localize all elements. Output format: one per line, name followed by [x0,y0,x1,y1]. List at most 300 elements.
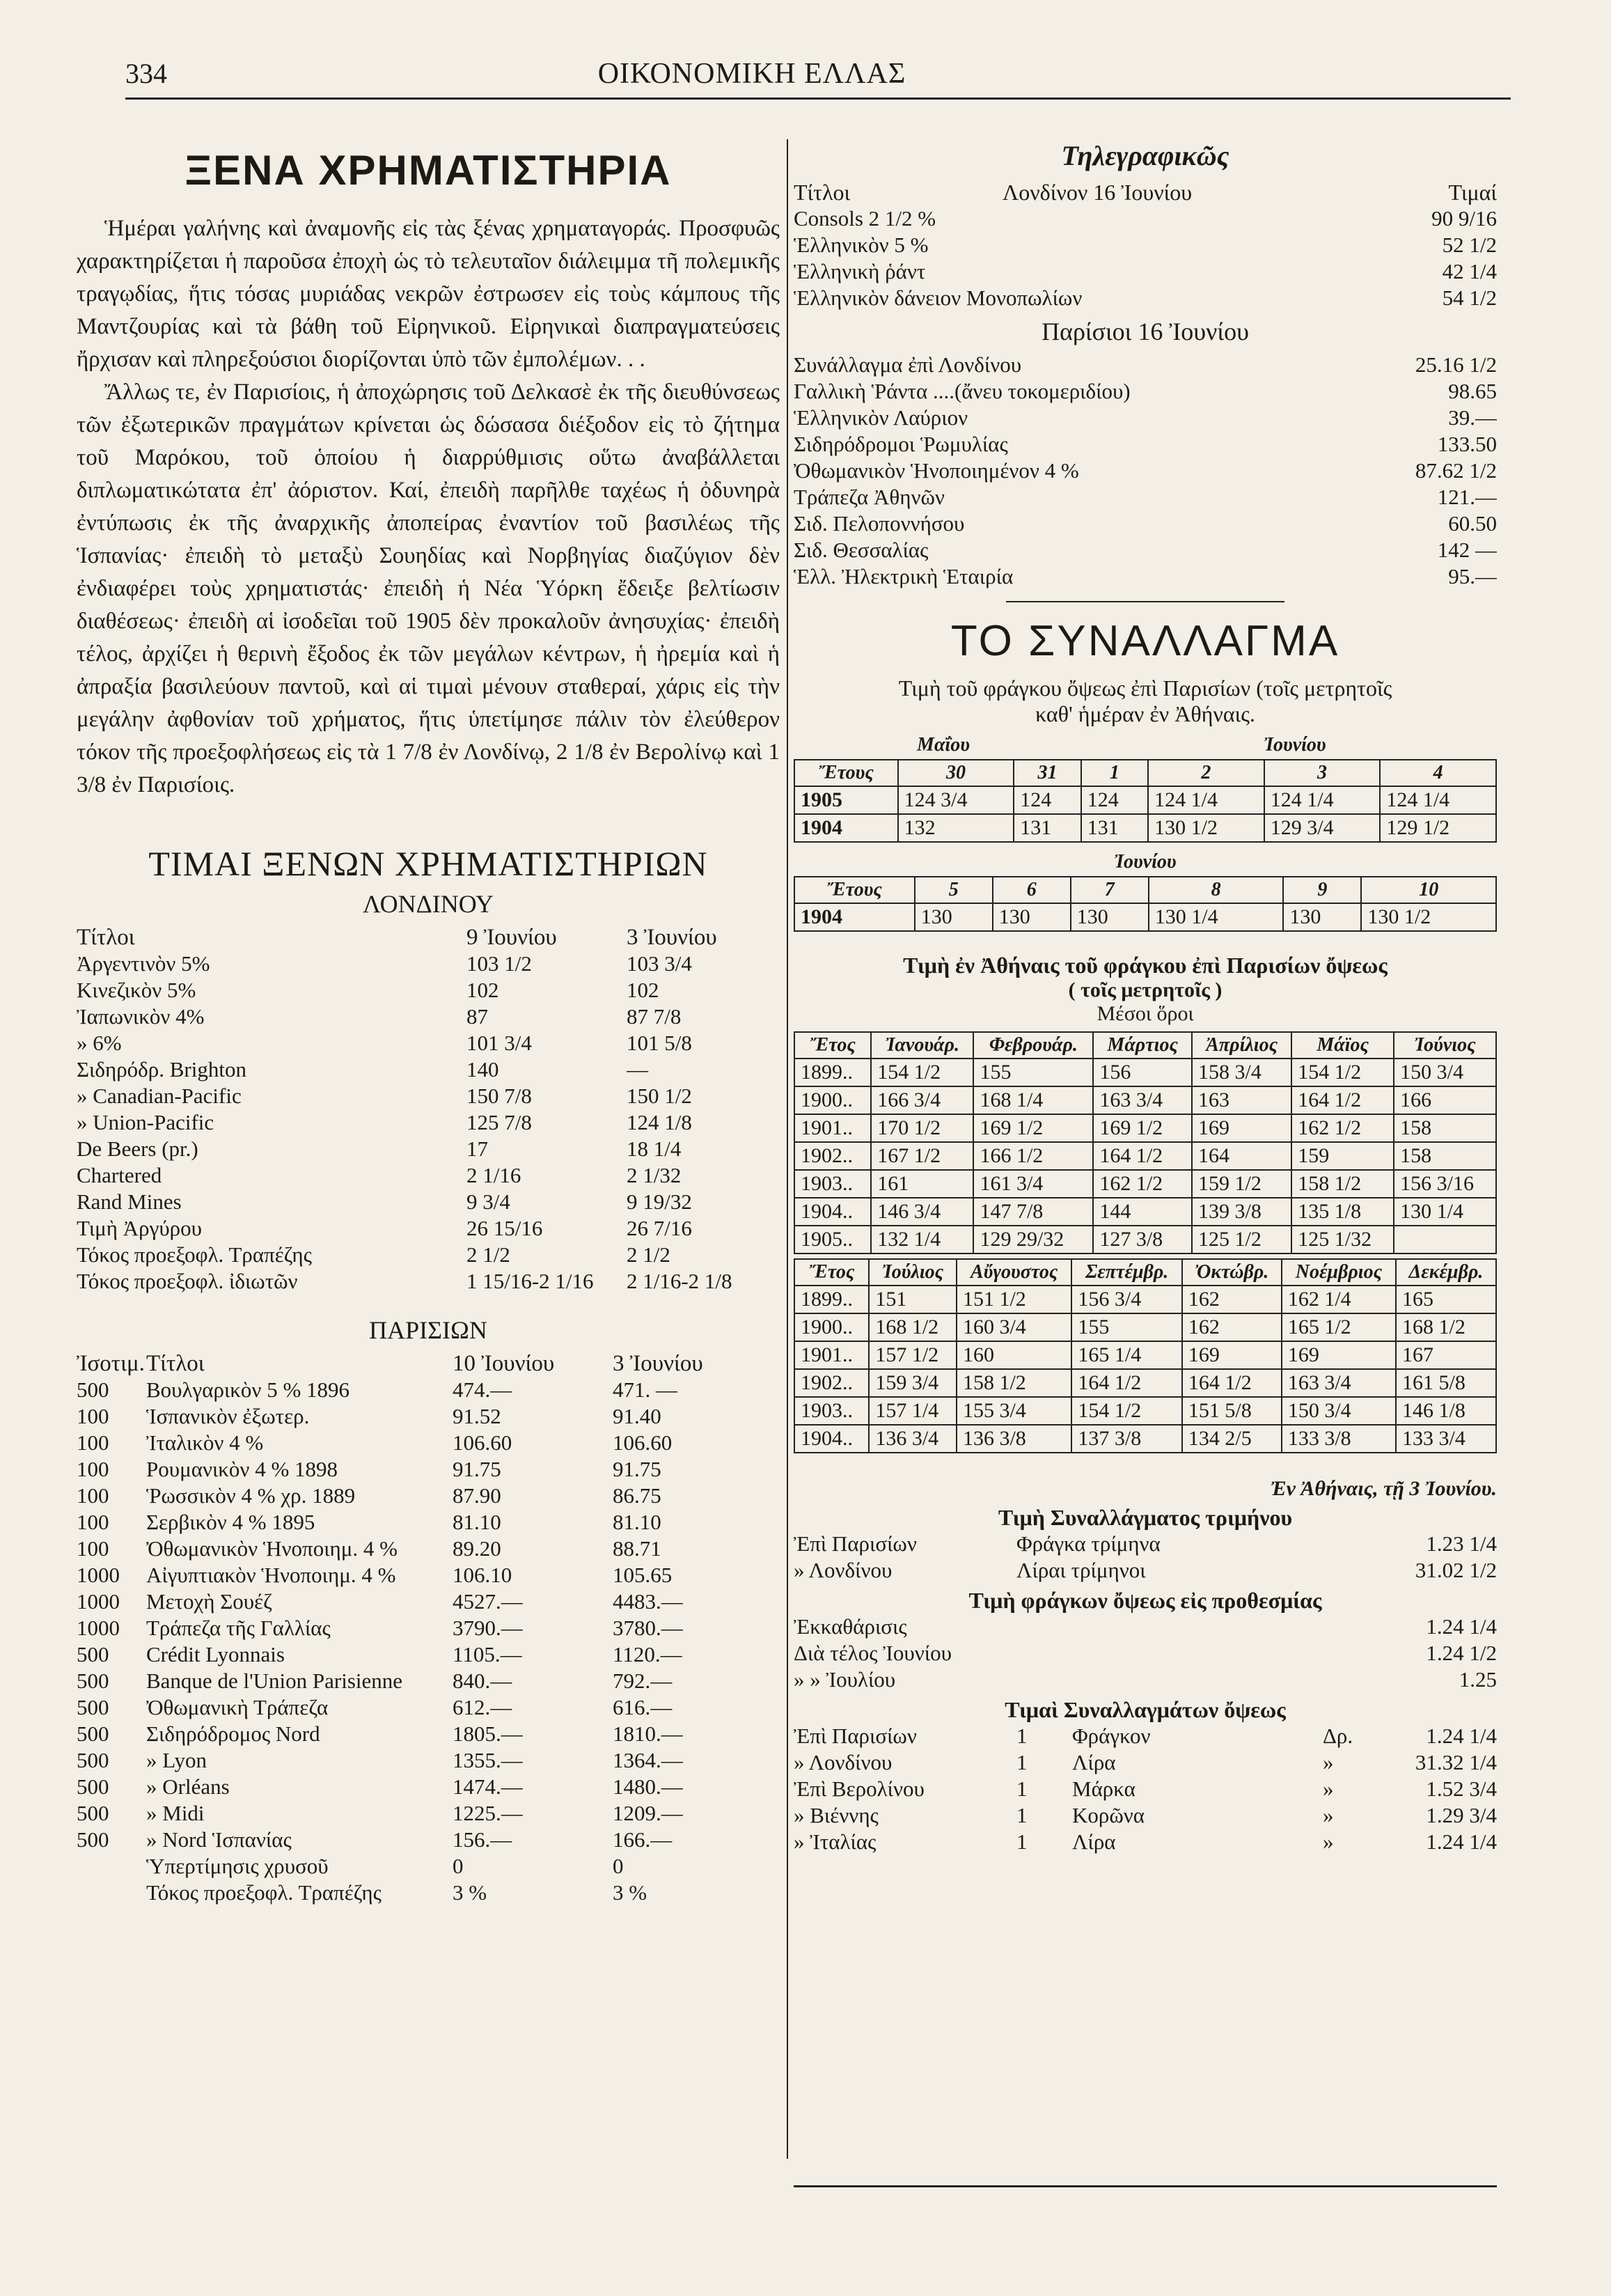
price-3-june: 3780.— [613,1616,683,1640]
year-cell: 1902.. [794,1142,871,1170]
rate-cell: 156 3/4 [1071,1286,1182,1313]
stock-name: Ἑλληνικὴ ῥάντ [794,259,926,283]
london-row [77,1242,780,1268]
day-header: 4 [1380,760,1496,786]
rate-cell: 124 1/4 [1380,786,1496,814]
trimester-title: Τιμὴ Συναλλάγματος τριμήνου [998,1505,1293,1530]
rate-cell: 156 [1093,1059,1192,1086]
price: 52 1/2 [1442,233,1497,257]
par-value: 100 [77,1430,109,1455]
year-cell: 1904 [794,814,898,842]
month-header: Φεβρουάρ. [973,1032,1093,1059]
stock-name: Crédit Lyonnais [146,1642,285,1666]
year-cell: 1902.. [794,1369,869,1397]
rate-cell: 133 3/4 [1396,1425,1496,1453]
exchange-subtitle-1: Τιμὴ τοῦ φράγκου ὄψεως ἐπὶ Παρισίων (τοῖς μετρητοῖς [898,675,1392,701]
rate-cell: 125 1/32 [1291,1226,1394,1254]
trimester-row [794,1557,1497,1584]
stock-name: Σιδ. Πελοποννήσου [794,511,965,536]
london-header-row: Τίτλοι 9 Ἰουνίου 3 Ἰουνίου [77,925,717,950]
rate-cell: 164 1/2 [1071,1369,1182,1397]
averages-title: Τιμὴ ἐν Ἀθήναις τοῦ φράγκου ἐπὶ Παρισίων ὄψεως [903,953,1388,978]
price-10-june: 3 % [453,1880,487,1905]
unit: Μάρκα [1072,1776,1135,1801]
price-3-june: 124 1/8 [627,1110,692,1134]
price-3-june: 150 1/2 [627,1084,692,1108]
month-header: Μάϊος [1291,1032,1394,1059]
table-row [794,786,1496,814]
stock-name: Σιδηρόδρομος Nord [146,1721,320,1746]
forward-row [794,1640,1497,1666]
rate-cell: 155 [973,1059,1093,1086]
page-number: 334 [125,58,167,89]
rate-cell: 165 1/2 [1282,1313,1396,1341]
par-value: 100 [77,1510,109,1534]
quantity: 1 [1016,1829,1028,1854]
price-3-june: 86.75 [613,1483,661,1508]
price-3-june: 3 % [613,1880,647,1905]
rate-cell: 169 [1282,1341,1396,1369]
rate-cell: 151 [869,1286,957,1313]
stock-name: Κινεζικὸν 5% [77,978,196,1002]
year-cell: 1901.. [794,1114,871,1142]
paris-row [77,1694,780,1721]
table-row [794,903,1496,931]
price: 42 1/4 [1442,259,1497,283]
month-header: Μάρτιος [1093,1032,1192,1059]
exchange-subtitle-2: καθ' ἡμέραν ἐν Ἀθήναις. [1035,701,1255,726]
paris-title: ΠΑΡΙΣΙΩΝ [369,1316,487,1344]
rate-cell: 166 [1394,1086,1496,1114]
day-header: 6 [993,877,1071,903]
stock-name: Μετοχὴ Σουέζ [146,1589,273,1614]
rate-cell: 124 [1014,786,1080,814]
rate-cell: 130 [1283,903,1361,931]
rate-cell: 131 [1014,814,1080,842]
year-cell: 1903.. [794,1397,869,1425]
sight-row [794,1723,1497,1749]
london-row [77,1215,780,1242]
tele-row [794,258,1497,285]
par-value: 500 [77,1774,109,1799]
stock-name: Τόκος προεξοφλ. Τραπέζης [146,1880,382,1905]
rate-cell: 144 [1093,1198,1192,1226]
rate-cell: 132 [898,814,1014,842]
tele-row [794,285,1497,311]
rate-cell: 163 [1192,1086,1291,1114]
rate-cell: 154 1/2 [1291,1059,1394,1086]
rate-cell: 127 3/8 [1093,1226,1192,1254]
par-value: 100 [77,1457,109,1481]
price-10-june: 1225.— [453,1801,523,1825]
price-10-june: 1474.— [453,1774,523,1799]
paris-row [77,1403,780,1430]
price-10-june: 106.10 [453,1563,512,1587]
rate-cell: 150 3/4 [1282,1397,1396,1425]
tele-london-list [794,205,1497,311]
year-cell: 1901.. [794,1341,869,1369]
running-header: ΟΙΚΟΝΟΜΙΚΗ ΕΛΛΑΣ [597,58,906,90]
rate: 1.52 3/4 [1426,1776,1497,1801]
london-row [77,1109,780,1136]
price-10-june: 0 [453,1854,464,1878]
rate-cell: 158 [1394,1142,1496,1170]
month-header: Δεκέμβρ. [1396,1259,1496,1286]
stock-name: Ἰταλικὸν 4 % [146,1430,264,1455]
currency: » [1323,1829,1334,1854]
sight-row [794,1802,1497,1829]
price-3-june: 4483.— [613,1589,683,1614]
rate-cell: 156 3/16 [1394,1170,1496,1198]
header-rule [125,97,1511,100]
stock-name: Ἱσπανικὸν ἐξωτερ. [146,1404,310,1428]
rate-cell: 146 3/4 [871,1198,973,1226]
rate-cell: 136 3/4 [869,1425,957,1453]
tele-row [794,563,1497,590]
year-cell: 1900.. [794,1086,871,1114]
stock-name: Ἑλληνικὸν δάνειον Μονοπωλίων [794,286,1083,310]
day-header: 3 [1264,760,1381,786]
price-10-june: 3790.— [453,1616,523,1640]
table-row [794,1369,1496,1397]
paris-row [77,1747,780,1774]
rate-cell: 162 [1182,1286,1282,1313]
rate-cell: 124 1/4 [1264,786,1381,814]
price: 54 1/2 [1442,286,1497,310]
foreign-exchanges-title: ΞΕΝΑ ΧΡΗΜΑΤΙΣΤΗΡΙΑ [184,147,672,194]
rate-cell: 137 3/8 [1071,1425,1182,1453]
table-row [794,1286,1496,1313]
london-row [77,1136,780,1162]
price-3-june: 91.40 [613,1404,661,1428]
stock-name: Ὀθωμανικὸν Ἡνοποιημένον 4 % [794,458,1079,483]
rate: 1.29 3/4 [1426,1803,1497,1827]
price-9-june: 87 [466,1004,488,1029]
table-row [794,1425,1496,1453]
par-value: 500 [77,1827,109,1852]
stock-name: Ἑλλ. Ἠλεκτρικὴ Ἑταιρία [794,564,1014,588]
table-header-row [794,877,1496,903]
rate-cell: 162 1/2 [1291,1114,1394,1142]
price-9-june: 140 [466,1057,499,1081]
rate-cell: 163 3/4 [1093,1086,1192,1114]
paris-row [77,1853,780,1880]
rate-cell: 164 1/2 [1291,1086,1394,1114]
quantity: 1 [1016,1803,1028,1827]
day-header: 5 [915,877,993,903]
price-3-june: 81.10 [613,1510,661,1534]
currency: » [1323,1750,1334,1774]
forward-title: Τιμὴ φράγκων ὄψεως εἰς προθεσμίας [968,1588,1322,1613]
rate-cell: 154 1/2 [871,1059,973,1086]
place: » Λονδίνου [794,1558,893,1582]
tele-row [794,431,1497,458]
price-9-june: 1 15/16-2 1/16 [466,1269,594,1293]
rate-cell: 130 [915,903,993,931]
telegraph-title: Τηλεγραφικῶς [1061,140,1229,171]
paragraph-2: Ἄλλως τε, ἐν Παρισίοις, ἡ ἀποχώρησις τοῦ Δελκασὲ ἐκ τῆς διευθύνσεως τῶν ἐξωτερικῶν πραγμάτων κρίνεται ὡς δώσασα διέξοδον εἰς τὸ ζήτημα τοῦ Μαρόκου, τοῦ ὁποίου ἡ διαρρύθμισις οὕτω ἀναβάλλεται διπλωματικώτατα ἐπ' ἀόριστον. Καί, ἐπειδὴ παρῆλθε ταχέως ἡ ὀδυνηρὰ ἐντύπωσις ἐκ τῆς ἀναρχικῆς ἀποπείρας ἐναντίον τοῦ βασιλέως τῆς Ἱσπανίας· ἐπειδὴ τὸ μεταξὺ Σουηδίας καὶ Νορβηγίας διαζύγιον δὲν ἐνδιαφέρει τοὺς χρηματιστάς· ἐπειδὴ ἡ Νέα Ὑόρκη ἔδειξε βελτίωσιν διαθέσεως· ἐπειδὴ αἱ ἰσοδεῖαι τοῦ 1905 δὲν προκαλοῦν ἀνησυχίας· ἐπειδὴ τέλος, ἀρχίζει ἡ θερινὴ ἔξοδος ἐκ τῶν μεγάλων κέντρων, ἡ ἠρεμία καὶ ἡ ἀπραξία βασιλεύουν παντοῦ, καὶ αἱ τιμαὶ μένουν σταθεραί, χάρις εἰς τὴν μεγάλην ἀφθονίαν τοῦ χρήματος, ἥτις ὑπετίμησε πάλιν τὸν ἐλεύθερον τόκον τῆς προεξοφλήσεως εἰς τὰ 1 7/8 ἐν Λονδίνῳ, 2 1/8 ἐν Βερολίνῳ καὶ 1 3/8 ἐν Παρισίοις. [77,380,780,797]
rate-cell: 162 [1182,1313,1282,1341]
month-june-2: Ἰουνίου [1114,851,1177,873]
price-3-june: 26 7/16 [627,1216,692,1240]
unit: Φράγκον [1072,1724,1151,1748]
daily-rates-table-2 [794,876,1497,932]
tele-row [794,458,1497,484]
rate-cell: 168 1/2 [869,1313,957,1341]
rate-cell: 135 1/8 [1291,1198,1394,1226]
paris-table [77,1377,780,1906]
unit: Κορῶνα [1072,1803,1145,1827]
place: » » Ἰουλίου [794,1667,896,1692]
price-3-june: 471. — [613,1377,677,1402]
london-row [77,1083,780,1109]
price-9-june: 103 1/2 [466,951,532,976]
par-value: 500 [77,1748,109,1772]
price-9-june: 150 7/8 [466,1084,532,1108]
price-3-june: — [627,1057,648,1081]
daily-rates-table-1 [794,759,1497,843]
stock-name: Τόκος προεξοφλ. ἰδιωτῶν [77,1269,298,1293]
stock-name: Σερβικὸν 4 % 1895 [146,1510,315,1534]
day-header: 8 [1149,877,1284,903]
rate-cell: 124 1/4 [1148,786,1264,814]
price-3-june: 88.71 [613,1536,661,1561]
price-10-june: 81.10 [453,1510,501,1534]
price-3-june: 1209.— [613,1801,683,1825]
rate-cell: 161 5/8 [1396,1369,1496,1397]
rate-cell: 147 7/8 [973,1198,1093,1226]
price-10-june: 106.60 [453,1430,512,1455]
par-value: 1000 [77,1563,120,1587]
exchange-title: ΤΟ ΣΥΝΑΛΛΑΓΜΑ [950,617,1340,665]
paris-row [77,1509,780,1536]
rate-cell: 164 1/2 [1093,1142,1192,1170]
table-header-row [794,1032,1496,1059]
month-header: Ἰανουάρ. [871,1032,973,1059]
price: 39.— [1448,405,1497,430]
rate-cell: 130 [993,903,1071,931]
rate-cell: 151 1/2 [957,1286,1071,1313]
price-3-june: 103 3/4 [627,951,692,976]
price: 133.50 [1437,432,1497,456]
paris-row [77,1456,780,1483]
stock-name: Chartered [77,1163,162,1187]
stock-name: Σιδηρόδρ. Brighton [77,1057,246,1081]
sight-title: Τιμαὶ Συναλλαγμάτων ὄψεως [1005,1697,1286,1722]
rate-cell: 161 3/4 [973,1170,1093,1198]
month-header: Ἔτος [794,1032,871,1059]
paris-tele-title: Παρίσιοι 16 Ἰουνίου [1042,318,1249,345]
table-header-row [794,760,1496,786]
rate-cell: 166 1/2 [973,1142,1093,1170]
price-3-june: 0 [613,1854,624,1878]
sight-table [794,1723,1497,1855]
currency: » [1323,1803,1334,1827]
rate-cell: 130 1/2 [1148,814,1264,842]
place: Ἐπὶ Παρισίων [794,1724,917,1748]
rate-cell: 164 1/2 [1182,1369,1282,1397]
rate-cell: 158 3/4 [1192,1059,1291,1086]
price-9-june: 101 3/4 [466,1031,532,1055]
day-header: 10 [1361,877,1496,903]
month-header: Σεπτέμβρ. [1071,1259,1182,1286]
tele-row [794,232,1497,258]
rate-cell: 157 1/4 [869,1397,957,1425]
rate-cell: 129 29/32 [973,1226,1093,1254]
rate-cell: 139 3/8 [1192,1198,1291,1226]
par-value: 1000 [77,1616,120,1640]
currency: » [1323,1776,1334,1801]
tele-row [794,205,1497,232]
rate-cell: 155 3/4 [957,1397,1071,1425]
stock-name: » Midi [146,1801,205,1825]
price-9-june: 2 1/2 [466,1242,510,1267]
rate-cell: 167 [1396,1341,1496,1369]
place: Ἐπὶ Παρισίων [794,1531,917,1556]
price-3-june: 9 19/32 [627,1189,692,1214]
stock-name: Τιμὴ Ἀργύρου [77,1216,202,1240]
year-cell: 1904 [794,903,915,931]
price-3-june: 87 7/8 [627,1004,682,1029]
rate-cell: 130 1/4 [1149,903,1284,931]
tele-row [794,484,1497,510]
price-10-june: 612.— [453,1695,512,1719]
tele-row [794,352,1497,378]
london-row [77,1162,780,1189]
rate-cell: 167 1/2 [871,1142,973,1170]
price: 25.16 1/2 [1415,352,1497,377]
day-header: 31 [1014,760,1080,786]
london-title: ΛΟΝΔΙΝΟΥ [363,890,494,918]
sight-row [794,1829,1497,1855]
rate-cell: 161 [871,1170,973,1198]
rate-cell: 165 1/4 [1071,1341,1182,1369]
rate-cell: 130 1/4 [1394,1198,1496,1226]
rate-cell: 129 1/2 [1380,814,1496,842]
price-10-june: 91.75 [453,1457,501,1481]
year-cell: 1900.. [794,1313,869,1341]
stock-name: Τράπεζα τῆς Γαλλίας [146,1616,331,1640]
price-3-june: 2 1/16-2 1/8 [627,1269,732,1293]
year-cell: 1905.. [794,1226,871,1254]
price-10-june: 156.— [453,1827,512,1852]
rate-cell: 157 1/2 [869,1341,957,1369]
stock-name: » Nord Ἱσπανίας [146,1827,292,1852]
place: Ἐκκαθάρισις [794,1614,907,1639]
rate-cell: 150 3/4 [1394,1059,1496,1086]
price-10-june: 87.90 [453,1483,501,1508]
par-value: 500 [77,1801,109,1825]
stock-name: Ρουμανικὸν 4 % 1898 [146,1457,338,1481]
rate-cell: 129 3/4 [1264,814,1381,842]
quantity: 1 [1016,1776,1028,1801]
rate-cell: 130 [1071,903,1149,931]
tele-paris-list [794,352,1497,590]
rate-cell: 130 1/2 [1361,903,1496,931]
price-3-june: 616.— [613,1695,673,1719]
par-value: 100 [77,1483,109,1508]
month-header: Νοέμβριος [1282,1259,1396,1286]
month-header: Αὔγουστος [957,1259,1071,1286]
year-cell: 1899.. [794,1286,869,1313]
stock-name: Ὀθωμανικὴ Τράπεζα [146,1695,329,1719]
tele-row [794,378,1497,405]
stock-name: Σιδηρόδρομοι Ῥωμυλίας [794,432,1008,456]
price: 121.— [1437,485,1497,509]
paris-row [77,1774,780,1800]
rate: 1.24 1/4 [1426,1829,1497,1854]
stock-name: Ἑλληνικὸν Λαύριον [794,405,968,430]
rate: 1.25 [1459,1667,1497,1692]
stock-name: » 6% [77,1031,122,1055]
rate-cell: 165 [1396,1286,1496,1313]
stock-name: » Orléans [146,1774,230,1799]
par-value: 1000 [77,1589,120,1614]
column-divider [787,139,788,2159]
day-header: 9 [1283,877,1361,903]
rate-cell: 169 1/2 [1093,1114,1192,1142]
year-header: Ἔτους [794,760,898,786]
month-labels: Μαΐου Ἰουνίου [917,734,1326,756]
price-9-june: 17 [466,1137,488,1161]
par-value: 500 [77,1642,109,1666]
stock-name: Αἰγυπτιακὸν Ἡνοποιημ. 4 % [146,1563,396,1587]
price-10-june: 89.20 [453,1536,501,1561]
paris-row [77,1668,780,1694]
month-header: Ἰούλιος [869,1259,957,1286]
rate-cell: 170 1/2 [871,1114,973,1142]
price-10-june: 474.— [453,1377,512,1402]
price-9-june: 9 3/4 [466,1189,510,1214]
unit: Φράγκα τρίμηνα [1016,1531,1161,1556]
rate-cell: 166 3/4 [871,1086,973,1114]
day-header: 1 [1081,760,1148,786]
stock-name: Σιδ. Θεσσαλίας [794,538,929,562]
table-row [794,1313,1496,1341]
month-header: Ἔτος [794,1259,869,1286]
rate-cell: 125 1/2 [1192,1226,1291,1254]
rate: 1.24 1/4 [1426,1614,1497,1639]
rate-cell [1394,1226,1496,1254]
rate-cell: 155 [1071,1313,1182,1341]
stock-name: Συνάλλαγμα ἐπὶ Λονδίνου [794,352,1022,377]
london-row [77,1003,780,1030]
price-3-june: 166.— [613,1827,673,1852]
rate-cell: 132 1/4 [871,1226,973,1254]
paris-header-row: Ἰσοτιμ. Τίτλοι 10 Ἰουνίου 3 Ἰουνίου [77,1351,703,1376]
paris-row [77,1430,780,1456]
london-row [77,1268,780,1295]
table-row [794,814,1496,842]
table-row [794,1086,1496,1114]
rate-cell: 159 3/4 [869,1369,957,1397]
rate-cell: 136 3/8 [957,1425,1071,1453]
rate: 1.24 1/2 [1426,1641,1497,1665]
table-row [794,1142,1496,1170]
rate-cell: 162 1/4 [1282,1286,1396,1313]
rate-cell: 133 3/8 [1282,1425,1396,1453]
rate-cell: 124 3/4 [898,786,1014,814]
year-cell: 1904.. [794,1198,871,1226]
rate-cell: 159 1/2 [1192,1170,1291,1198]
price-3-june: 101 5/8 [627,1031,692,1055]
month-header: Ἰούνιος [1394,1032,1496,1059]
price-10-june: 1355.— [453,1748,523,1772]
rate-cell: 169 [1192,1114,1291,1142]
stock-name: Ἑλληνικὸν 5 % [794,233,929,257]
day-header: 2 [1148,760,1264,786]
london-row [77,1056,780,1083]
